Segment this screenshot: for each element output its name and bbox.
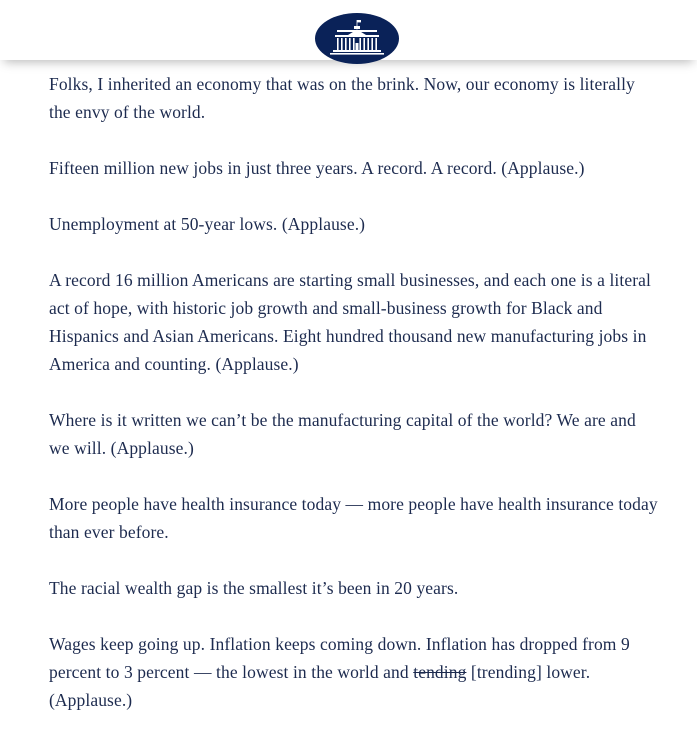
paragraph-jobs-record: Fifteen million new jobs in just three years. A record. A record. (Applause.) bbox=[49, 158, 585, 178]
speech-transcript bbox=[49, 70, 659, 738]
white-house-building-icon bbox=[315, 13, 399, 64]
paragraph-wealth-gap: The racial wealth gap is the smallest it’s been in 20 years. bbox=[49, 578, 459, 598]
paragraph-unemployment: Unemployment at 50-year lows. (Applause.) bbox=[49, 214, 366, 234]
paragraph-manufacturing-capital: Where is it written we can’t be the manufacturing capital of the world? We are and we will. (Applause.) bbox=[49, 410, 636, 458]
paragraph-small-businesses: A record 16 million Americans are starting small businesses, and each one is a literal act of hope, with historic job growth and small-business growth for Black and Hispanics and Asian Americans. Eight hundred thousand new manufacturing jobs in America and counting. (Applause.) bbox=[49, 270, 651, 374]
paragraph-health-insurance: More people have health insurance today — more people have health insurance today than ever before. bbox=[49, 494, 658, 542]
struck-word: tending bbox=[413, 662, 467, 682]
paragraph-inflation bbox=[49, 630, 659, 714]
paragraph-economy-inherited: Folks, I inherited an economy that was on the brink. Now, our economy is literally the envy of the world. bbox=[49, 74, 635, 122]
white-house-seal-icon[interactable] bbox=[315, 13, 399, 64]
inflation-text-after: [trending] lower. (Applause.) bbox=[49, 662, 591, 710]
inflation-text-before: Wages keep going up. Inflation keeps coming down. Inflation has dropped from 9 percent to 3 percent — the lowest in the world and bbox=[49, 634, 630, 682]
site-header bbox=[0, 0, 697, 60]
